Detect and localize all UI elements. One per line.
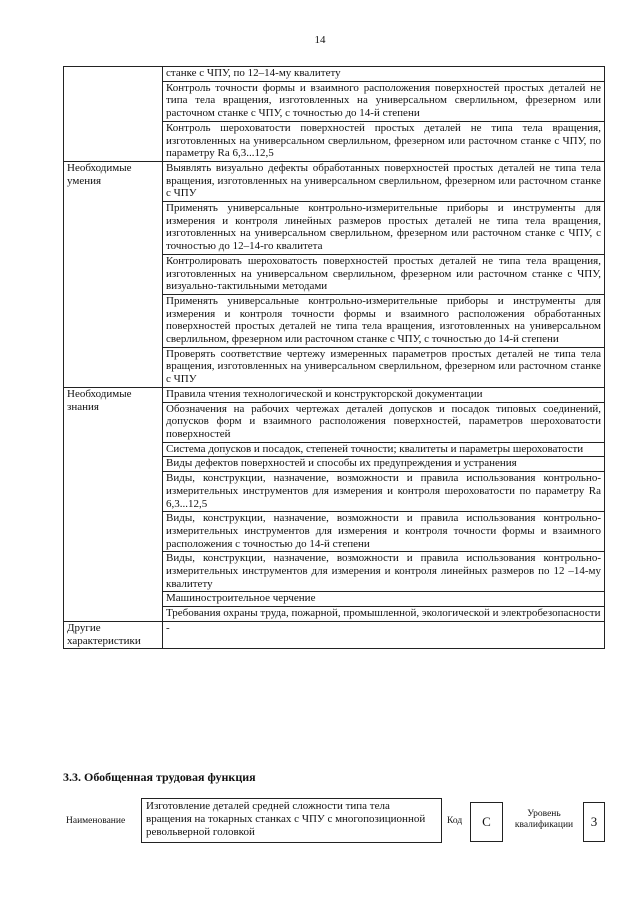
row-description: Требования охраны труда, пожарной, промышленной, экологической и электробезопасности	[163, 607, 605, 622]
row-description: Контроль точности формы и взаимного расположения поверхностей простых деталей не типа тела вращения, изготовленных на универсальном сверлильном, фрезерном или расточном станке с ЧПУ, с точностью до 14-й степени	[163, 81, 605, 121]
row-description: Применять универсальные контрольно-измерительные приборы и инструменты для измерения и контроля точности формы и взаимного расположения обработанных поверхностей простых деталей не типа тела вращения, изготовленных на универсальном сверлильном, фрезерном или расточном станке с ЧПУ, с точностью до 14-й степени	[163, 294, 605, 347]
qualification-level-box: 3	[583, 802, 605, 842]
row-description: Правила чтения технологической и конструкторской документации	[163, 387, 605, 402]
row-description: Виды, конструкции, назначение, возможности и правила использования контрольно-измерительных инструментов для измерения и контроля точности формы и взаимного расположения с точностью до 14-й степени	[163, 512, 605, 552]
row-category-label	[64, 67, 163, 162]
row-category-label: Необходимые знания	[64, 387, 163, 621]
code-label: Код	[447, 816, 463, 826]
table-row	[64, 67, 605, 82]
table-row	[64, 161, 605, 201]
section-title: 3.3. Обобщенная трудовая функция	[63, 770, 256, 784]
row-description: Виды дефектов поверхностей и способы их предупреждения и устранения	[163, 457, 605, 472]
table-row	[64, 387, 605, 402]
table-row	[64, 621, 605, 648]
row-description: Обозначения на рабочих чертежах деталей допусков и посадок типовых соединений, допусков форм и взаимного расположения поверхностей, параметров шероховатости поверхностей	[163, 402, 605, 442]
row-description: Машиностроительное черчение	[163, 592, 605, 607]
name-label: Наименование	[66, 816, 126, 826]
row-description: Система допусков и посадок, степеней точности; квалитеты и параметры шероховатости	[163, 442, 605, 457]
row-description: Выявлять визуально дефекты обработанных поверхностей простых деталей не типа тела вращения, изготовленных на универсальном сверлильном, фрезерном или расточном станке с ЧПУ	[163, 161, 605, 201]
row-description: Виды, конструкции, назначение, возможности и правила использования контрольно-измерительных инструментов для измерения и контроля шероховатости по параметру Ra 6,3...12,5	[163, 472, 605, 512]
qualification-level-label: Уровень квалификации	[514, 809, 574, 830]
page-number: 14	[314, 34, 326, 46]
row-category-label: Необходимые умения	[64, 161, 163, 387]
row-description: Контроль шероховатости поверхностей простых деталей не типа тела вращения, изготовленных на универсальном сверлильном, фрезерном или расточном станке с ЧПУ, по параметру Ra 6,3...12,5	[163, 121, 605, 161]
row-category-label: Другие характеристики	[64, 621, 163, 648]
row-description: Виды, конструкции, назначение, возможности и правила использования контрольно-измерительных инструментов для измерения и контроля линейных размеров по 12 –14-му квалитету	[163, 552, 605, 592]
row-description: Проверять соответствие чертежу измеренных параметров простых деталей не типа тела вращения, изготовленных на универсальном сверлильном, фрезерном или расточном станке с ЧПУ	[163, 347, 605, 387]
row-description: Контролировать шероховатость поверхностей простых деталей не типа тела вращения, изготовленных на универсальном сверлильном, фрезерном или расточном станке с ЧПУ, визуально-тактильными методами	[163, 254, 605, 294]
row-description: Применять универсальные контрольно-измерительные приборы и инструменты для измерения и контроля линейных размеров простых деталей не типа тела вращения, изготовленных на универсальном сверлильном, фрезерном или расточном станке с ЧПУ, с точностью до 12–14-го квалитета	[163, 202, 605, 255]
competency-table-body	[64, 67, 605, 649]
code-value-box: C	[470, 802, 503, 842]
competency-table	[63, 66, 605, 649]
row-description: станке с ЧПУ, по 12–14-му квалитету	[163, 67, 605, 82]
name-value-box: Изготовление деталей средней сложности типа тела вращения на токарных станках с ЧПУ с многопозиционной револьверной головкой	[141, 798, 442, 843]
row-description: -	[163, 621, 605, 648]
